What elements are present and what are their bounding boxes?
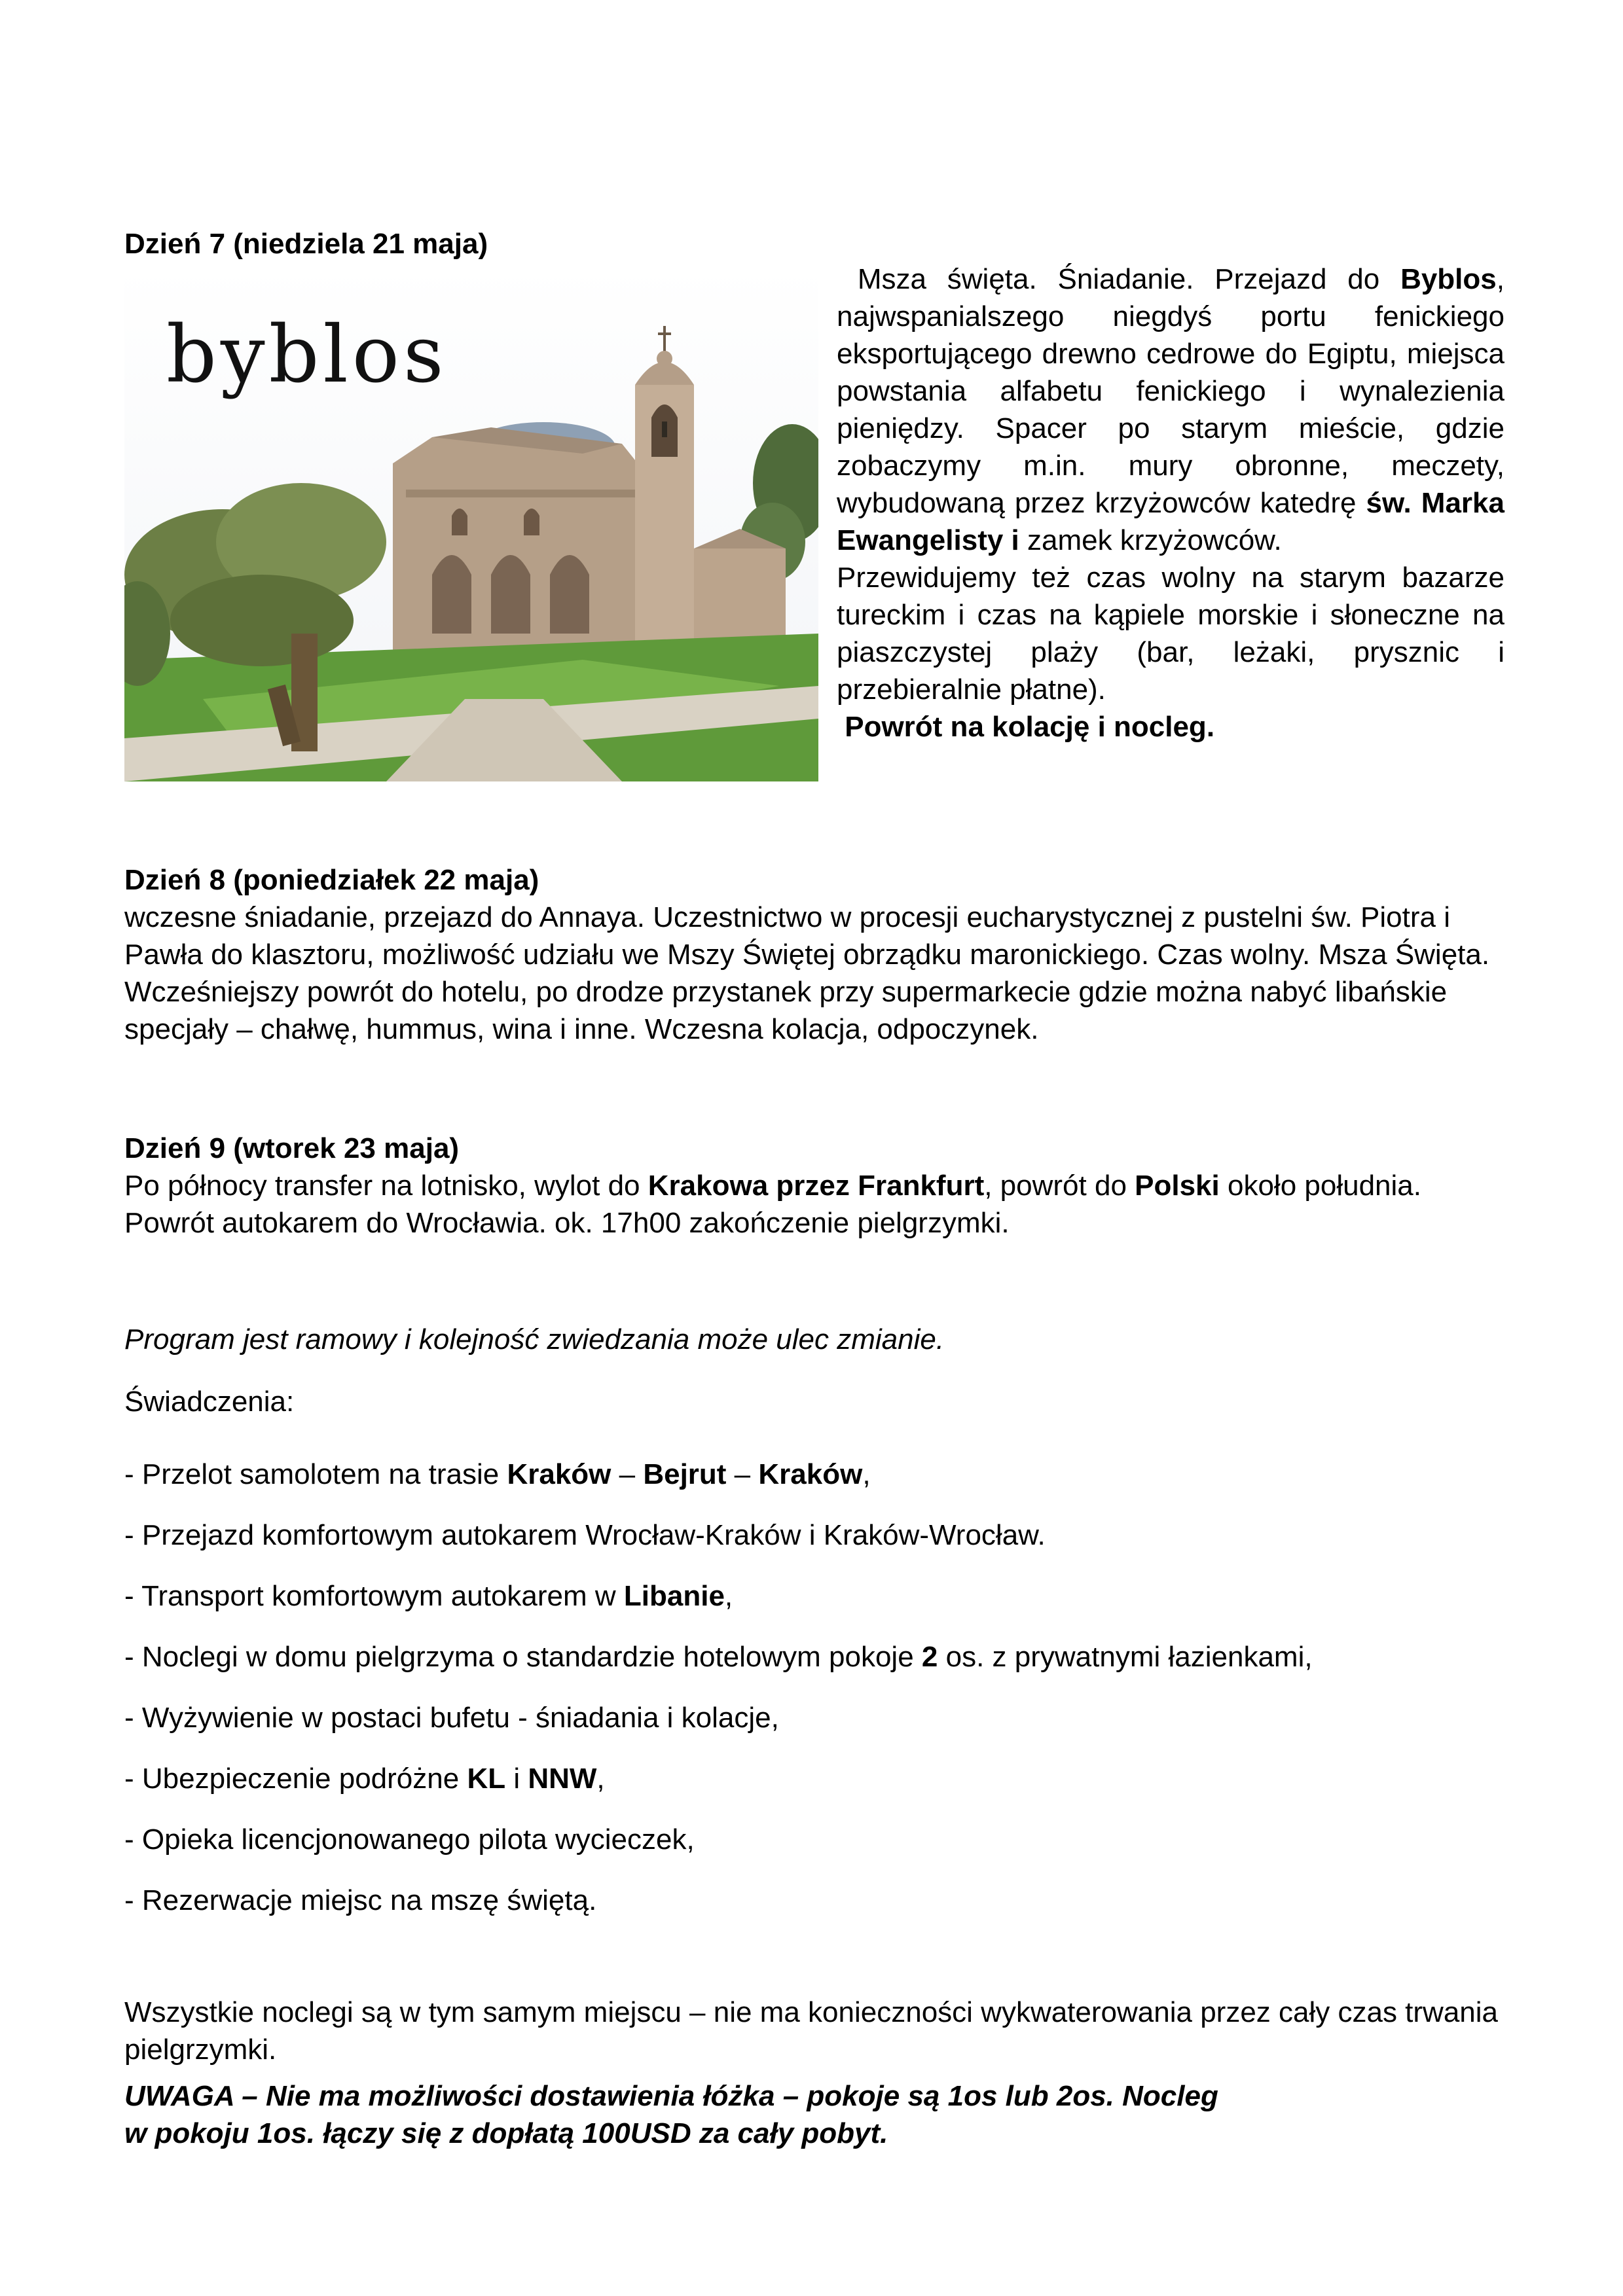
day8-description [124, 899, 1506, 1048]
lodging-note: Wszystkie noclegi są w tym samym miejscu – nie ma konieczności wykwaterowania przez cały czas trwania pielgrzymki. [124, 1996, 1499, 2066]
service-item-transport-lebanon: - Transport komfortowym autokarem w Libanie, [124, 1580, 733, 1612]
service-item-lodging: - Noclegi w domu pielgrzyma o standardzie hotelowym pokoje 2 os. z prywatnymi łazienkami, [124, 1641, 1313, 1673]
byblos-bold: Byblos [1400, 263, 1497, 295]
service-item-guide: - Opieka licencjonowanego pilota wycieczek, [124, 1823, 695, 1856]
service-item-mass-booking: - Rezerwacje miejsc na mszę świętą. [124, 1884, 597, 1916]
program-note: Program jest ramowy i kolejność zwiedzania może ulec zmianie. [124, 1323, 945, 1355]
day9-heading: Dzień 9 (wtorek 23 maja) [124, 1132, 460, 1164]
day7-paragraph-3: Powrót na kolację i nocleg. [845, 711, 1215, 743]
services-title: Świadczenia: [124, 1386, 295, 1418]
service-item-flight: - Przelot samolotem na trasie Kraków – Bejrut – Kraków, [124, 1458, 871, 1490]
day7-paragraph-1: Msza święta. Śniadanie. Przejazd do Byblos, najwspanialszego niegdyś portu fenickiego eksportującego drewno cedrowe do Egiptu, miejsca powstania alfabetu fenickiego i wynalezienia pieniędzy. Spacer po starym mieście, gdzie zobaczymy m.in. mury obronne, meczety, wybudowaną przez krzyżowców katedrę św. Marka Ewangelisty i zamek krzyżowców. [837, 263, 1504, 556]
day9-description: Po północy transfer na lotnisko, wylot do Krakowa przez Frankfurt, powrót do Polski około południa. Powrót autokarem do Wrocławia. ok. 17h00 zakończenie pielgrzymki. [124, 1170, 1422, 1239]
service-item-meals: - Wyżywienie w postaci bufetu - śniadania i kolacje, [124, 1702, 779, 1734]
byblos-photo [124, 267, 818, 781]
day7-heading: Dzień 7 (niedziela 21 maja) [124, 228, 488, 260]
warning-note: UWAGA – Nie ma możliwości dostawienia łóżka – pokoje są 1os lub 2os. Nocleg w pokoju 1os. łączy się z dopłatą 100USD za cały pobyt. [124, 2080, 1218, 2149]
st-mark-bold: św. Marka Ewangelisty i [837, 487, 1504, 556]
day8-paragraph-2: Wcześniejszy powrót do hotelu, po drodze przystanek przy supermarkecie gdzie można nabyć libańskie specjały – chałwę, hummus, wina i inne. Wczesna kolacja, odpoczynek. [124, 976, 1448, 1045]
day8-heading: Dzień 8 (poniedziałek 22 maja) [124, 864, 539, 896]
service-item-coach-poland: - Przejazd komfortowym autokarem Wrocław-Kraków i Kraków-Wrocław. [124, 1519, 1046, 1551]
day7-paragraph-2: Przewidujemy też czas wolny na starym bazarze tureckim i czas na kąpiele morskie i słoneczne na piaszczystej plaży (bar, leżaki, prysznic i przebieralnie płatne). [837, 562, 1504, 706]
service-item-insurance: - Ubezpieczenie podróżne KL i NNW, [124, 1763, 605, 1795]
photo-caption: byblos [166, 310, 448, 401]
day7-description [837, 260, 1504, 745]
day8-paragraph-1: wczesne śniadanie, przejazd do Annaya. Uczestnictwo w procesji eucharystycznej z pustelni św. Piotra i Pawła do klasztoru, możliwość udziału we Mszy Świętej obrządku maronickiego. Czas wolny. Msza Święta. [124, 901, 1490, 971]
